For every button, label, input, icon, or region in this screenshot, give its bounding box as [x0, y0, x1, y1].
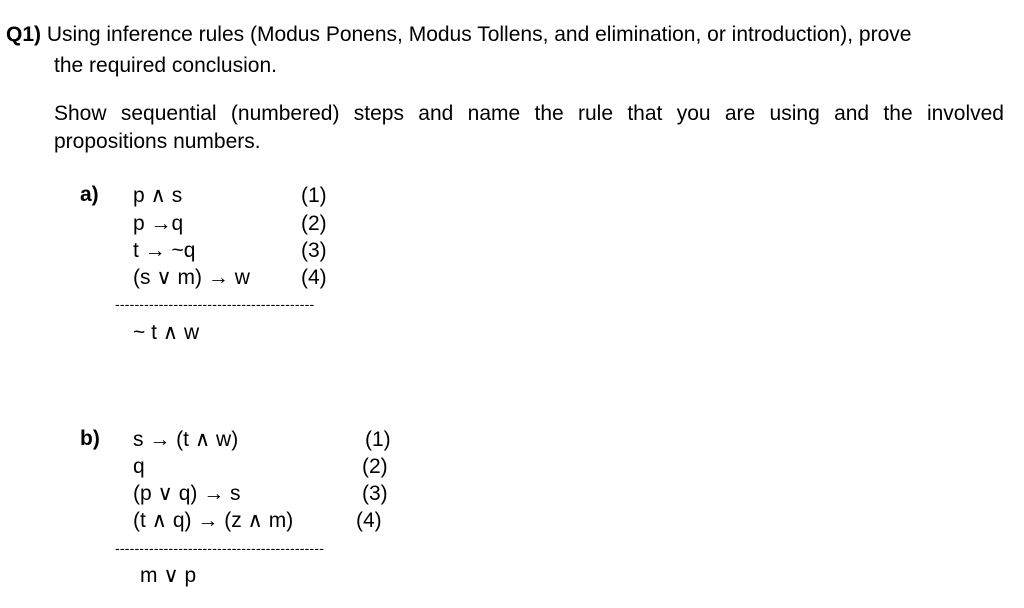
instructions-text-2: propositions numbers. — [54, 130, 261, 153]
part-b-premise-2-number: (2) — [362, 455, 388, 478]
instructions-line-1 — [54, 101, 1004, 127]
part-a-premise-2-number: (2) — [301, 212, 327, 235]
part-a-premise-4-number: (4) — [301, 266, 327, 289]
question-text-2: the required conclusion. — [54, 54, 277, 77]
part-b-premise-4: (t ∧ q) → (z ∧ m) — [133, 509, 294, 532]
part-a-premise-2: p →q — [133, 212, 184, 235]
part-b-premise-3-number: (3) — [362, 482, 388, 505]
part-b-label: b) — [80, 427, 100, 450]
part-a-premise-1: p ∧ s — [133, 184, 183, 207]
question-label: Q1) — [6, 23, 42, 46]
question-text-1: Using inference rules (Modus Ponens, Modus Tollens, and elimination, or introduction), prove — [46, 23, 912, 46]
question-line-1 — [6, 22, 911, 48]
part-b-separator: ------------------------------------------- — [115, 541, 325, 555]
part-b-premise-3: (p ∨ q) → s — [133, 482, 241, 505]
part-a-premise-3: t → ~q — [133, 239, 196, 262]
part-b-premise-2: q — [133, 455, 145, 478]
part-a-conclusion: ~ t ∧ w — [133, 321, 200, 344]
part-a-premise-3-number: (3) — [301, 239, 327, 262]
part-a-label: a) — [80, 183, 99, 206]
part-a-separator: ----------------------------------------- — [115, 297, 315, 311]
part-b-premise-1: s → (t ∧ w) — [133, 428, 239, 451]
part-a-premise-4: (s ∨ m) → w — [133, 266, 250, 289]
instructions-text-1: Show sequential (numbered) steps and name the rule that you are using and the involved — [54, 102, 1004, 125]
part-b-conclusion: m ∨ p — [140, 564, 197, 587]
part-a-premise-1-number: (1) — [301, 184, 327, 207]
part-b-premise-4-number: (4) — [356, 509, 382, 532]
part-b-premise-1-number: (1) — [365, 428, 391, 451]
